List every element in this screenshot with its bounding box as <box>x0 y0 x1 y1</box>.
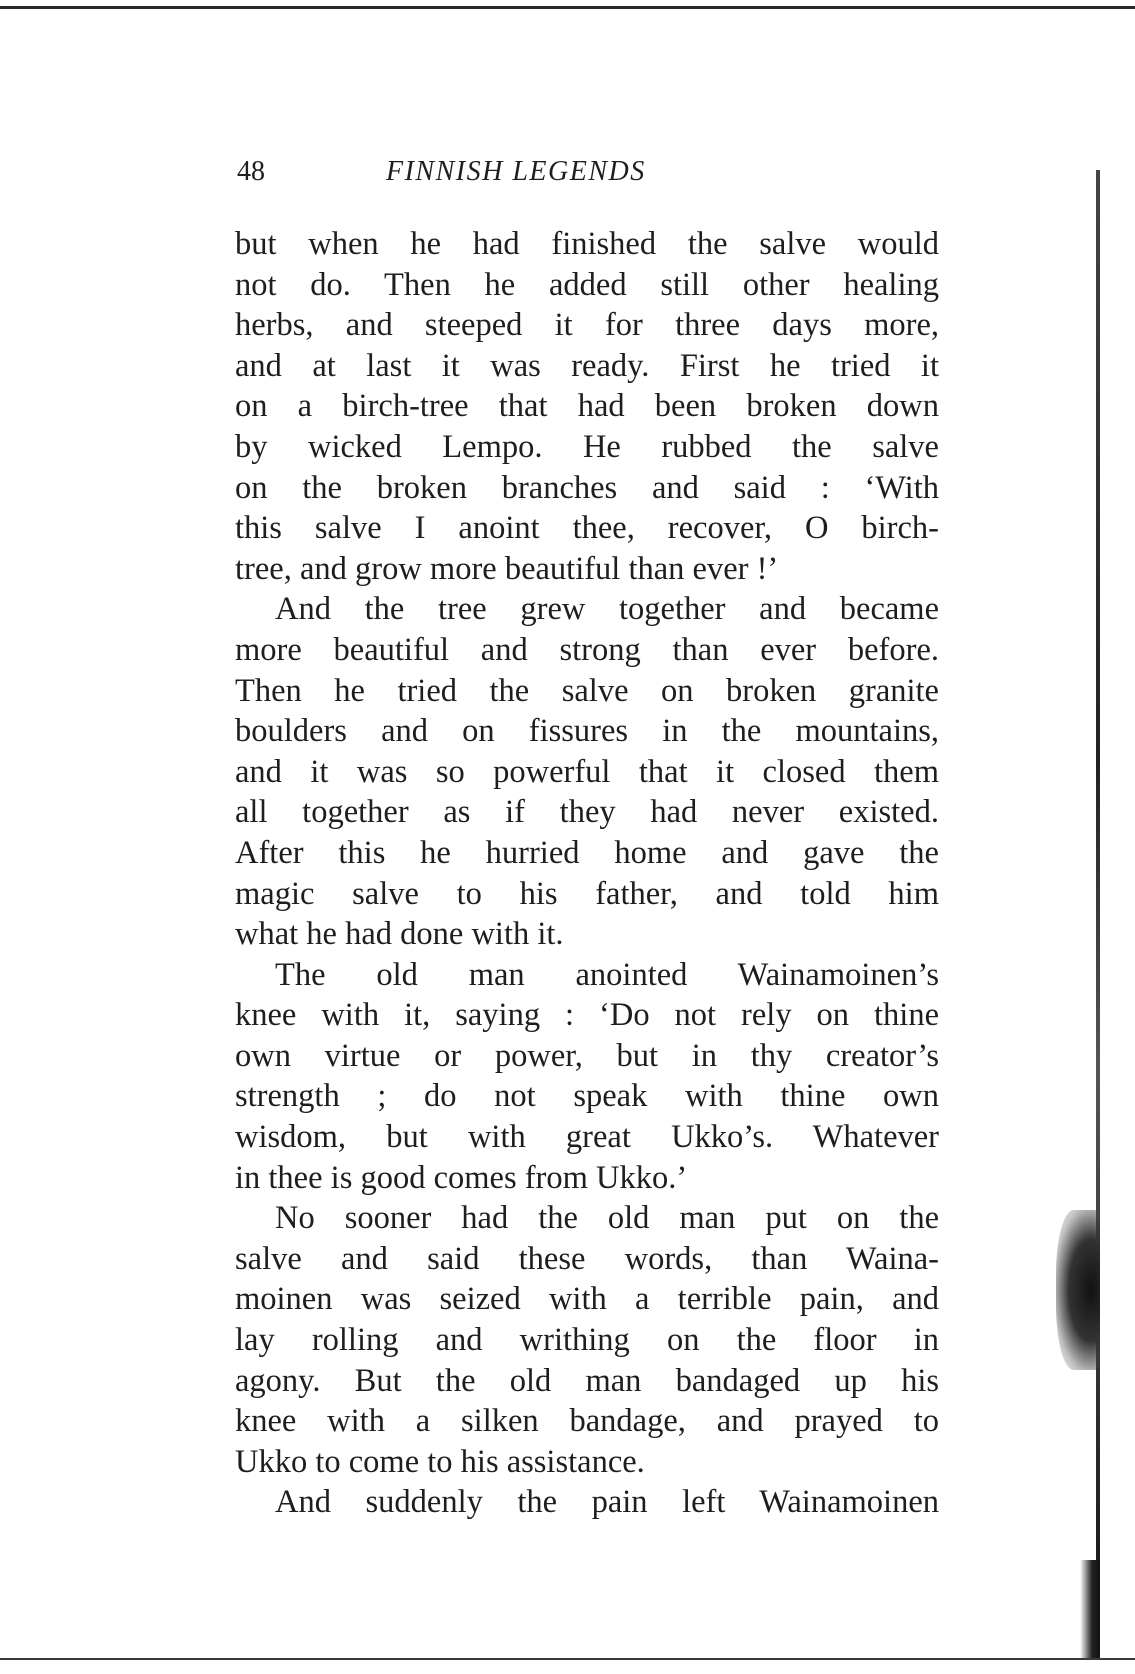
text-line: moinen was seized with a terrible pain, and <box>235 1281 939 1318</box>
text-line: by wicked Lempo. He rubbed the salve <box>235 428 939 465</box>
page-header <box>237 156 937 196</box>
text-line: knee with it, saying : ‘Do not rely on thine <box>235 997 939 1034</box>
text-line: The old man anointed Wainamoinen’s <box>275 956 939 993</box>
text-line: No sooner had the old man put on the <box>275 1200 939 1237</box>
right-page-edge <box>1096 170 1100 1660</box>
running-title: FINNISH LEGENDS <box>386 156 646 187</box>
text-line: knee with a silken bandage, and prayed to <box>235 1403 939 1440</box>
text-line: and at last it was ready. First he tried it <box>235 347 939 384</box>
text-line: After this he hurried home and gave the <box>235 834 939 871</box>
text-line: salve and said these words, than Waina- <box>235 1240 939 1277</box>
text-line: what he had done with it. <box>235 916 564 953</box>
top-page-edge <box>0 6 1135 9</box>
text-line: in thee is good comes from Ukko.’ <box>235 1159 688 1196</box>
scan-shadow-bottom <box>1080 1560 1100 1658</box>
text-line: agony. But the old man bandaged up his <box>235 1362 939 1399</box>
text-line: but when he had finished the salve would <box>235 226 939 262</box>
text-line: this salve I anoint thee, recover, O birch- <box>235 510 939 547</box>
text-line: all together as if they had never existed. <box>235 794 939 831</box>
text-line: And the tree grew together and became <box>275 591 939 628</box>
text-line: tree, and grow more beautiful than ever !’ <box>235 550 779 587</box>
text-line: more beautiful and strong than ever before. <box>235 631 939 668</box>
text-line: not do. Then he added still other healing <box>235 266 939 303</box>
text-line: magic salve to his father, and told him <box>235 875 939 912</box>
text-line: Then he tried the salve on broken granite <box>235 672 939 709</box>
bottom-page-edge <box>0 1658 1135 1660</box>
scan-shadow <box>1056 1210 1100 1370</box>
text-line: own virtue or power, but in thy creator’s <box>235 1037 939 1074</box>
page-number: 48 <box>237 156 265 187</box>
text-line: lay rolling and writhing on the floor in <box>235 1322 939 1359</box>
text-line: on the broken branches and said : ‘With <box>235 469 939 506</box>
text-line: and it was so powerful that it closed them <box>235 753 939 790</box>
text-line: strength ; do not speak with thine own <box>235 1078 939 1115</box>
text-line: And suddenly the pain left Wainamoinen <box>275 1484 939 1521</box>
text-line: on a birch-tree that had been broken down <box>235 388 939 425</box>
text-line: herbs, and steeped it for three days more, <box>235 307 939 344</box>
body-text <box>235 224 939 1523</box>
text-line: boulders and on fissures in the mountains, <box>235 713 939 750</box>
text-line: wisdom, but with great Ukko’s. Whatever <box>235 1119 939 1156</box>
text-line: Ukko to come to his assistance. <box>235 1443 645 1480</box>
